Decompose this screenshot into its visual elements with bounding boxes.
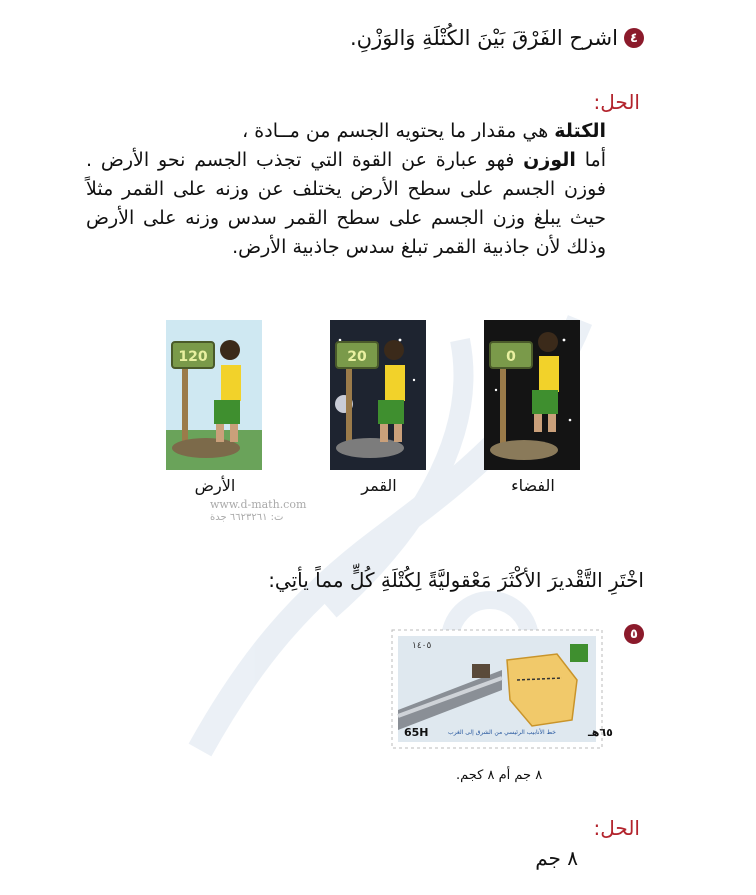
solution-paragraph xyxy=(86,117,606,262)
scale-reading: 120 xyxy=(178,349,208,365)
caption-space: الفضاء xyxy=(511,476,555,495)
scale-reading: 0 xyxy=(506,349,516,365)
term-weight: الوزن xyxy=(523,149,576,171)
question-4 xyxy=(350,26,644,50)
question-text: اشرح الفَرْقَ بَيْنَ الكُتْلَةِ وَالوَزْنِ. xyxy=(349,26,618,50)
postage-stamp-image xyxy=(392,630,613,748)
earth-scale-image xyxy=(166,320,262,470)
weight-prefix: أما xyxy=(575,149,606,171)
scale-figures xyxy=(150,320,590,520)
answer-text: ٨ جم xyxy=(535,846,578,870)
figure-moon xyxy=(330,320,426,495)
answer-options: ٨ جم أم ٨ كجم. xyxy=(456,768,543,783)
weight-definition: فهو عبارة عن القوة التي تجذب الجسم نحو الأرض . فوزن الجسم على سطح الأرض يختلف عن وزنه على القمر مثلاً حيث يبلغ وزن الجسم على سطح القمر سدس وزنه على الأرض وذلك لأن جاذبية القمر تبلغ سدس جاذبية الأرض. xyxy=(86,149,606,258)
watermark-url: www.d-math.com xyxy=(210,498,307,511)
question-5-badge: ٥ xyxy=(624,624,644,644)
mass-definition: هي مقدار ما يحتويه الجسم من مــادة ، xyxy=(242,120,555,142)
stamp-value-left: 65H xyxy=(404,726,429,739)
solution-label-2: الحل: xyxy=(593,816,640,840)
space-scale-image xyxy=(484,320,580,470)
stamp-value-right: ٦٥هـ xyxy=(588,726,613,739)
solution-label: الحل: xyxy=(593,90,640,114)
moon-scale-image xyxy=(330,320,426,470)
watermark-phone: ت: ٦٦٢٣٢٦١ جدة xyxy=(210,512,284,523)
figure-earth xyxy=(166,320,262,495)
caption-moon: القمر xyxy=(361,476,397,495)
choose-instruction: اخْتَرِ التَّقْديرَ الأكْثَرَ مَعْقوليَّةً لِكُتْلَةِ كُلٍّ مماً يأتِي: xyxy=(268,568,644,592)
figure-space xyxy=(484,320,580,495)
stamp-caption: خط الأنابيب الرئيسي من الشرق إلى الغرب xyxy=(448,729,556,736)
term-mass: الكتلة xyxy=(554,120,606,142)
scale-reading: 20 xyxy=(347,349,367,365)
caption-earth: الأرض xyxy=(194,476,236,495)
question-number-badge: ٤ xyxy=(624,28,644,48)
stamp-year: ١٤٠٥ xyxy=(412,641,432,651)
